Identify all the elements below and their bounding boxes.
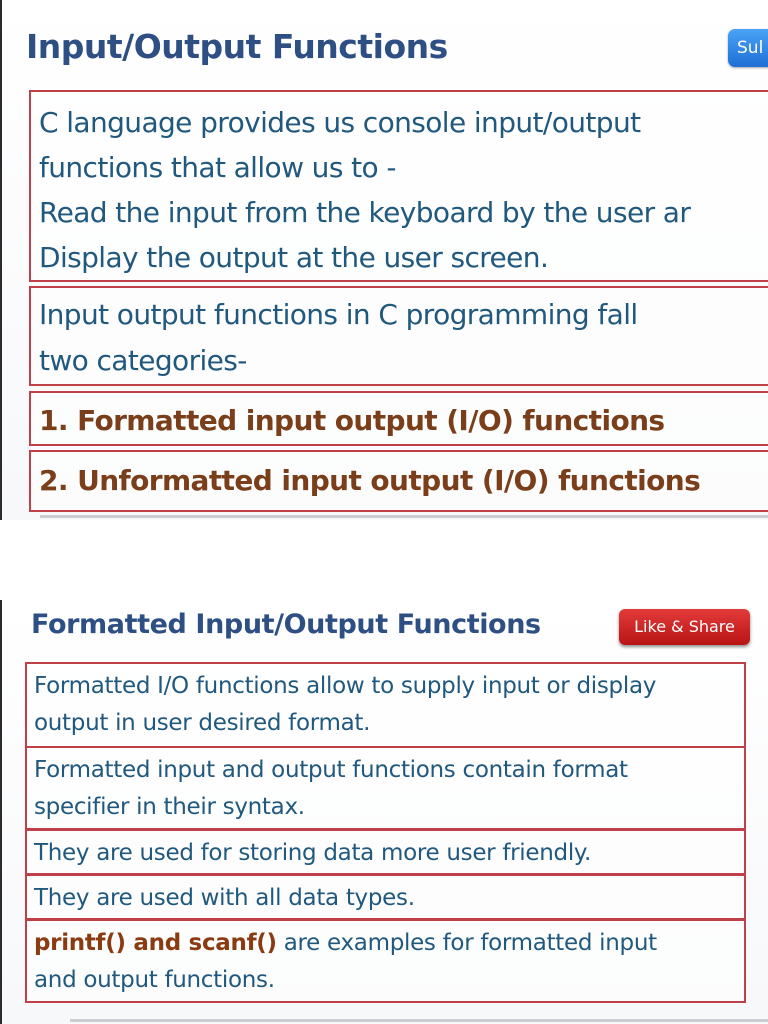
section-title: Formatted Input/Output Functions [31,609,541,640]
slide-left-border [0,600,2,1024]
data-types-line: They are used with all data types. [34,885,415,911]
unformatted-item-box [29,450,768,512]
formatted-item: 1. Formatted input output (I/O) functions [39,404,665,437]
storing-line: They are used for storing data more user friendly. [34,840,591,866]
categories-line: two categories- [39,344,247,377]
like-share-button[interactable]: Like & Share [619,609,750,645]
intro-line: Read the input from the keyboard by the user ar [39,196,691,229]
intro-line: C language provides us console input/output [39,106,641,139]
data-types-box [25,874,746,920]
page-title: Input/Output Functions [26,27,448,66]
definition-box [25,662,746,748]
definition-line: output in user desired format. [34,710,371,736]
slide-divider [70,1019,768,1022]
examples-box [25,919,746,1003]
examples-text: are examples for formatted input [276,930,657,956]
intro-line: functions that allow us to - [39,151,396,184]
categories-line: Input output functions in C programming fall [39,298,638,331]
slide-left-border [0,0,2,520]
function-names-highlight: printf() and scanf() [34,930,277,956]
formatted-item-box [29,391,768,446]
syntax-line: specifier in their syntax. [34,794,305,820]
categories-box [29,286,768,386]
syntax-line: Formatted input and output functions contain format [34,757,628,783]
intro-line: Display the output at the user screen. [39,241,549,274]
examples-line: and output functions. [34,967,275,993]
examples-line [34,925,744,962]
subscribe-button[interactable]: Sul [728,29,768,67]
syntax-box [25,746,746,830]
definition-line: Formatted I/O functions allow to supply input or display [34,673,657,699]
intro-box [29,90,768,282]
storing-box [25,829,746,875]
unformatted-item: 2. Unformatted input output (I/O) functions [39,464,701,497]
slide-divider [40,515,768,518]
